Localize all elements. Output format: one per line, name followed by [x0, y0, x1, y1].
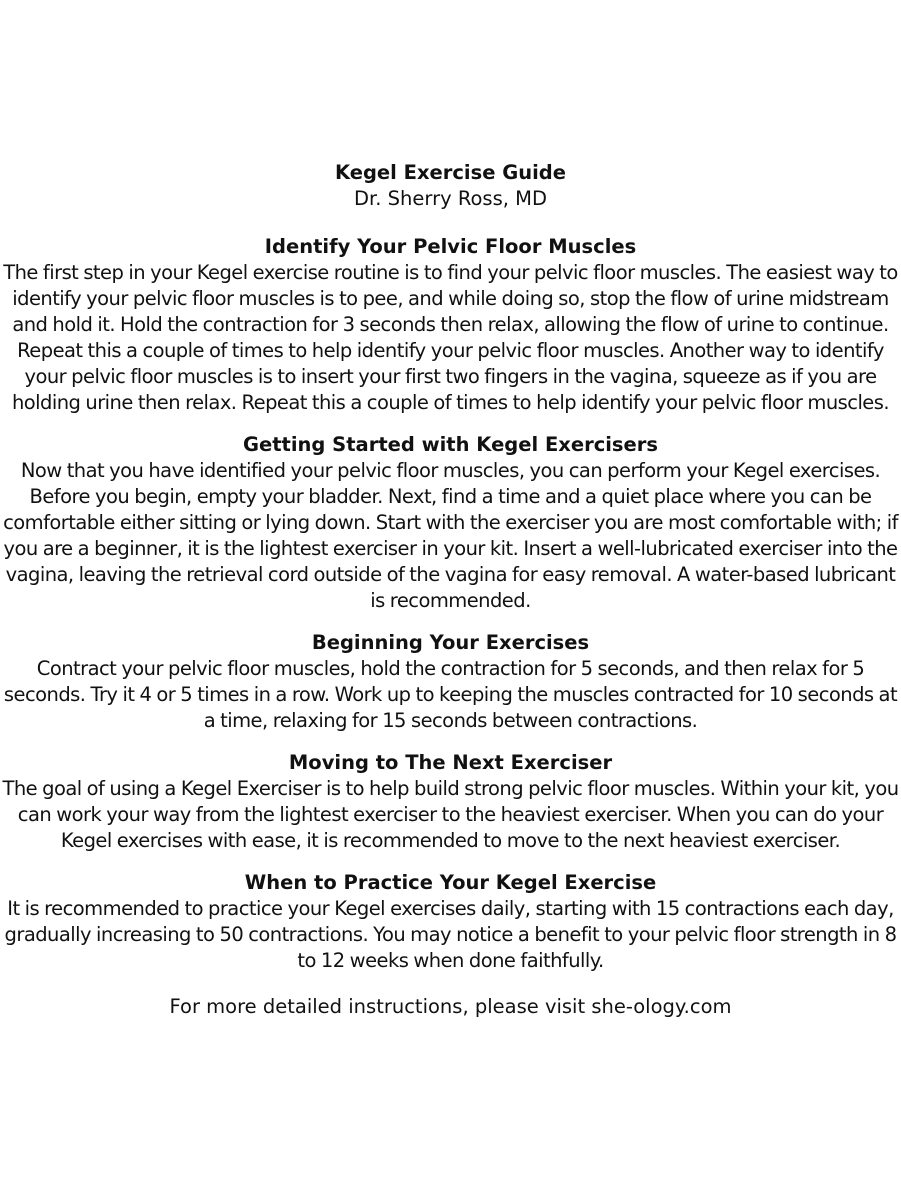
section-body: The first step in your Kegel exercise routine is to find your pelvic floor muscles. The easiest way to identify your pelvic floor muscles is to pee, and while doing so, stop the flow of urine midstream and hold it. Hold the contraction for 3 seconds then relax, allowing the flow of urine to continue. Repeat this a couple of times to help identify your pelvic floor muscles. Another way to identify your pelvic floor muscles is to insert your first two fingers in the vagina, squeeze as if you are holding urine then relax. Repeat this a couple of times to help identify your pelvic floor muscles.	[3, 261, 898, 414]
section-body: Now that you have identified your pelvic floor muscles, you can perform your Kegel exercises. Before you begin, empty your bladder. Next, find a time and a quiet place where you can be comfortable either sitting or lying down. Start with the exerciser you are most comfortable with; if you are a beginner, it is the lightest exerciser in your kit. Insert a well-lubricated exerciser into the vagina, leaving the retrieval cord outside of the vagina for easy removal. A water-based lubricant is recommended.	[3, 459, 898, 612]
footer-note: For more detailed instructions, please visit she-ology.com	[169, 995, 732, 1018]
section-heading: Moving to The Next Exerciser	[288, 751, 613, 774]
section-heading: Identify Your Pelvic Floor Muscles	[264, 235, 637, 258]
section-next-exerciser	[0, 750, 901, 854]
document	[0, 160, 901, 1020]
section-when-to-practice	[0, 870, 901, 974]
document-author: Dr. Sherry Ross, MD	[354, 187, 547, 210]
section-body: It is recommended to practice your Kegel exercises daily, starting with 15 contractions each day, gradually increasing to 50 contractions. You may notice a benefit to your pelvic floor strength in 8 to 12 weeks when done faithfully.	[4, 897, 897, 972]
section-heading: Beginning Your Exercises	[311, 631, 590, 654]
section-heading: When to Practice Your Kegel Exercise	[244, 871, 657, 894]
section-beginning-exercises	[0, 630, 901, 734]
document-title: Kegel Exercise Guide	[334, 161, 566, 184]
section-identify-muscles	[0, 234, 901, 416]
section-body: Contract your pelvic floor muscles, hold the contraction for 5 seconds, and then relax for 5 seconds. Try it 4 or 5 times in a row. Work up to keeping the muscles contracted for 10 seconds at a time, relaxing for 15 seconds between contractions.	[3, 657, 898, 732]
section-body: The goal of using a Kegel Exerciser is to help build strong pelvic floor muscles. Within your kit, you can work your way from the lightest exerciser to the heaviest exerciser. When you can do your Kegel exercises with ease, it is recommended to move to the next heaviest exerciser.	[2, 777, 899, 852]
section-getting-started	[0, 432, 901, 614]
section-heading: Getting Started with Kegel Exercisers	[242, 433, 658, 456]
